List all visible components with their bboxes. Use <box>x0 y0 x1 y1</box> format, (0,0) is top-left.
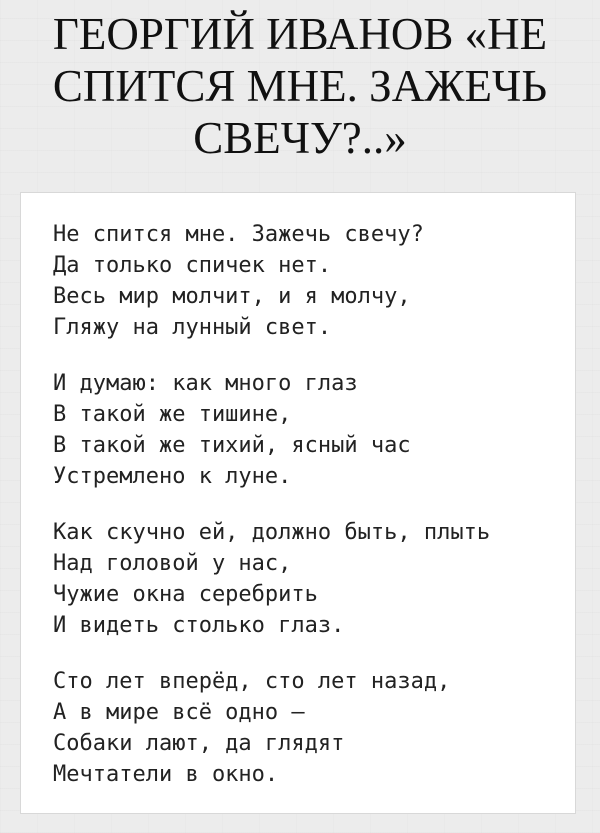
poem-line: Собаки лают, да глядят <box>53 731 345 756</box>
poem-line: Да только спичек нет. <box>53 253 332 278</box>
stanza-1 <box>53 219 575 343</box>
poem-card <box>20 192 576 814</box>
page-title: ГЕОРГИЙ ИВАНОВ «НЕ СПИТСЯ МНЕ. ЗАЖЕЧЬ СВЕЧУ?..» <box>52 9 548 163</box>
poem-line: В такой же тихий, ясный час <box>53 433 411 458</box>
poem-line: И видеть столько глаз. <box>53 613 345 638</box>
poem-line: Гляжу на лунный свет. <box>53 315 332 340</box>
stanza-4 <box>53 666 575 790</box>
poem-line: Весь мир молчит, и я молчу, <box>53 284 411 309</box>
poem-line: А в мире всё одно — <box>53 700 305 725</box>
poem-line: Не спится мне. Зажечь свечу? <box>53 222 424 247</box>
poem-line: В такой же тишине, <box>53 402 292 427</box>
poem-line: Как скучно ей, должно быть, плыть <box>53 520 491 545</box>
stanza-3 <box>53 517 575 641</box>
poem-line: Над головой у нас, <box>53 551 292 576</box>
stanza-2 <box>53 368 575 492</box>
poem-line: Устремлено к луне. <box>53 464 292 489</box>
poem-line: И думаю: как много глаз <box>53 371 358 396</box>
poem-line: Сто лет вперёд, сто лет назад, <box>53 669 451 694</box>
poem-line: Чужие окна серебрить <box>53 582 318 607</box>
poem-line: Мечтатели в окно. <box>53 762 279 787</box>
